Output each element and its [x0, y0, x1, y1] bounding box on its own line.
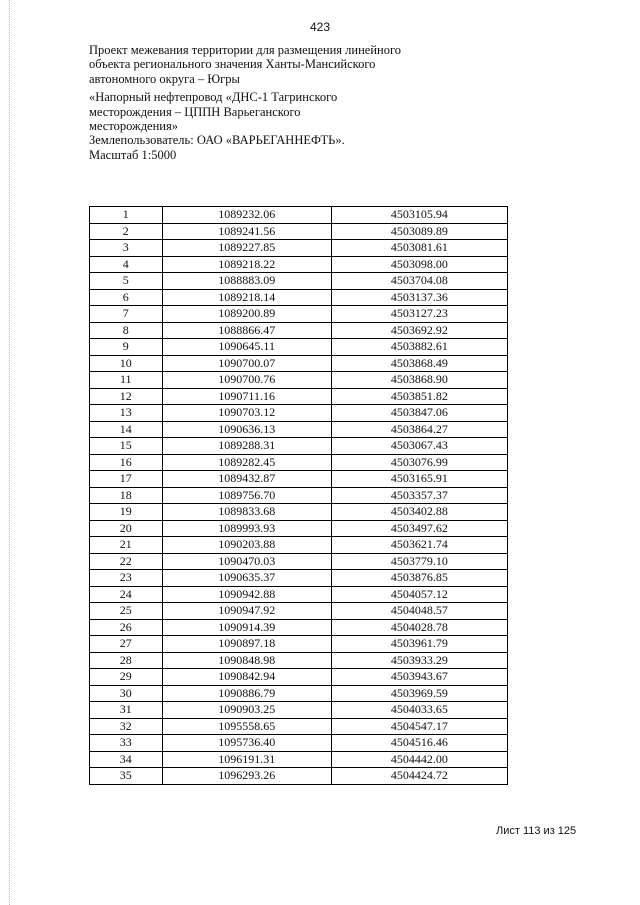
y-coordinate-cell: 4503165.91 — [331, 471, 507, 488]
point-number-cell: 12 — [90, 388, 163, 405]
point-number-cell: 2 — [90, 223, 163, 240]
y-coordinate-cell: 4503868.49 — [331, 355, 507, 372]
x-coordinate-cell: 1089200.89 — [162, 306, 331, 323]
y-coordinate-cell: 4503105.94 — [331, 207, 507, 224]
header-object-line-2: месторождения – ЦППН Варьеганского — [89, 104, 301, 119]
point-number-cell: 1 — [90, 207, 163, 224]
y-coordinate-cell: 4504516.46 — [331, 735, 507, 752]
table-row — [90, 256, 508, 273]
point-number-cell: 3 — [90, 240, 163, 257]
table-row — [90, 355, 508, 372]
y-coordinate-cell: 4503402.88 — [331, 504, 507, 521]
table-row — [90, 603, 508, 620]
y-coordinate-cell: 4503076.99 — [331, 454, 507, 471]
point-number-cell: 35 — [90, 768, 163, 785]
header-object-line-3: месторождения» — [89, 119, 178, 134]
point-number-cell: 31 — [90, 702, 163, 719]
y-coordinate-cell: 4504547.17 — [331, 718, 507, 735]
x-coordinate-cell: 1090914.39 — [162, 619, 331, 636]
point-number-cell: 27 — [90, 636, 163, 653]
x-coordinate-cell: 1090942.88 — [162, 586, 331, 603]
y-coordinate-cell: 4503704.08 — [331, 273, 507, 290]
point-number-cell: 34 — [90, 751, 163, 768]
x-coordinate-cell: 1088883.09 — [162, 273, 331, 290]
point-number-cell: 20 — [90, 520, 163, 537]
table-row — [90, 454, 508, 471]
y-coordinate-cell: 4503961.79 — [331, 636, 507, 653]
table-row — [90, 735, 508, 752]
y-coordinate-cell: 4503497.62 — [331, 520, 507, 537]
point-number-cell: 26 — [90, 619, 163, 636]
point-number-cell: 16 — [90, 454, 163, 471]
page-number: 423 — [309, 20, 331, 34]
x-coordinate-cell: 1090203.88 — [162, 537, 331, 554]
y-coordinate-cell: 4504033.65 — [331, 702, 507, 719]
y-coordinate-cell: 4503933.29 — [331, 652, 507, 669]
point-number-cell: 24 — [90, 586, 163, 603]
x-coordinate-cell: 1090903.25 — [162, 702, 331, 719]
point-number-cell: 6 — [90, 289, 163, 306]
table-row — [90, 306, 508, 323]
point-number-cell: 5 — [90, 273, 163, 290]
y-coordinate-cell: 4503067.43 — [331, 438, 507, 455]
x-coordinate-cell: 1090897.18 — [162, 636, 331, 653]
table-row — [90, 570, 508, 587]
table-row — [90, 636, 508, 653]
x-coordinate-cell: 1089282.45 — [162, 454, 331, 471]
point-number-cell: 18 — [90, 487, 163, 504]
table-row — [90, 619, 508, 636]
y-coordinate-cell: 4504057.12 — [331, 586, 507, 603]
point-number-cell: 21 — [90, 537, 163, 554]
point-number-cell: 10 — [90, 355, 163, 372]
y-coordinate-cell: 4503692.92 — [331, 322, 507, 339]
table-row — [90, 520, 508, 537]
table-row — [90, 438, 508, 455]
x-coordinate-cell: 1090886.79 — [162, 685, 331, 702]
point-number-cell: 22 — [90, 553, 163, 570]
table-row — [90, 504, 508, 521]
point-number-cell: 9 — [90, 339, 163, 356]
y-coordinate-cell: 4503864.27 — [331, 421, 507, 438]
table-row — [90, 702, 508, 719]
point-number-cell: 28 — [90, 652, 163, 669]
y-coordinate-cell: 4504424.72 — [331, 768, 507, 785]
y-coordinate-cell: 4503127.23 — [331, 306, 507, 323]
header-title-line-1: Проект межевания территории для размещения линейного — [89, 43, 402, 57]
x-coordinate-cell: 1089288.31 — [162, 438, 331, 455]
y-coordinate-cell: 4504048.57 — [331, 603, 507, 620]
x-coordinate-cell: 1089232.06 — [162, 207, 331, 224]
x-coordinate-cell: 1088866.47 — [162, 322, 331, 339]
table-row — [90, 586, 508, 603]
point-number-cell: 8 — [90, 322, 163, 339]
y-coordinate-cell: 4503868.90 — [331, 372, 507, 389]
y-coordinate-cell: 4503882.61 — [331, 339, 507, 356]
header-title-line-3: автономного округа – Югры — [89, 71, 240, 86]
x-coordinate-cell: 1089833.68 — [162, 504, 331, 521]
x-coordinate-cell: 1095736.40 — [162, 735, 331, 752]
x-coordinate-cell: 1089227.85 — [162, 240, 331, 257]
coordinates-table — [89, 206, 508, 785]
header-scale: Масштаб 1:5000 — [89, 147, 177, 162]
x-coordinate-cell: 1090842.94 — [162, 669, 331, 686]
y-coordinate-cell: 4503943.67 — [331, 669, 507, 686]
point-number-cell: 14 — [90, 421, 163, 438]
x-coordinate-cell: 1096191.31 — [162, 751, 331, 768]
table-row — [90, 405, 508, 422]
point-number-cell: 7 — [90, 306, 163, 323]
y-coordinate-cell: 4503081.61 — [331, 240, 507, 257]
table-row — [90, 553, 508, 570]
x-coordinate-cell: 1089993.93 — [162, 520, 331, 537]
point-number-cell: 15 — [90, 438, 163, 455]
point-number-cell: 17 — [90, 471, 163, 488]
table-row — [90, 223, 508, 240]
x-coordinate-cell: 1089432.87 — [162, 471, 331, 488]
y-coordinate-cell: 4503779.10 — [331, 553, 507, 570]
point-number-cell: 11 — [90, 372, 163, 389]
table-row — [90, 372, 508, 389]
point-number-cell: 25 — [90, 603, 163, 620]
table-row — [90, 273, 508, 290]
header-land-user: Землепользователь: ОАО «ВАРЬЕГАННЕФТЬ». — [89, 133, 345, 148]
y-coordinate-cell: 4503098.00 — [331, 256, 507, 273]
table-row — [90, 768, 508, 785]
table-row — [90, 289, 508, 306]
table-row — [90, 421, 508, 438]
point-number-cell: 13 — [90, 405, 163, 422]
x-coordinate-cell: 1089241.56 — [162, 223, 331, 240]
x-coordinate-cell: 1090636.13 — [162, 421, 331, 438]
x-coordinate-cell: 1090848.98 — [162, 652, 331, 669]
table-row — [90, 471, 508, 488]
table-row — [90, 669, 508, 686]
x-coordinate-cell: 1090700.76 — [162, 372, 331, 389]
x-coordinate-cell: 1090470.03 — [162, 553, 331, 570]
table-row — [90, 207, 508, 224]
header-object-line-1: «Напорный нефтепровод «ДНС-1 Тагринского — [89, 90, 338, 105]
x-coordinate-cell: 1095558.65 — [162, 718, 331, 735]
table-row — [90, 652, 508, 669]
table-row — [90, 537, 508, 554]
table-row — [90, 487, 508, 504]
left-margin-line — [9, 0, 11, 905]
x-coordinate-cell: 1089756.70 — [162, 487, 331, 504]
x-coordinate-cell: 1090635.37 — [162, 570, 331, 587]
point-number-cell: 23 — [90, 570, 163, 587]
y-coordinate-cell: 4503847.06 — [331, 405, 507, 422]
y-coordinate-cell: 4503621.74 — [331, 537, 507, 554]
x-coordinate-cell: 1090703.12 — [162, 405, 331, 422]
document-header — [89, 43, 409, 162]
y-coordinate-cell: 4503357.37 — [331, 487, 507, 504]
y-coordinate-cell: 4503137.36 — [331, 289, 507, 306]
point-number-cell: 33 — [90, 735, 163, 752]
y-coordinate-cell: 4504028.78 — [331, 619, 507, 636]
point-number-cell: 32 — [90, 718, 163, 735]
y-coordinate-cell: 4503089.89 — [331, 223, 507, 240]
y-coordinate-cell: 4503969.59 — [331, 685, 507, 702]
sheet-footer: Лист 113 из 125 — [496, 825, 577, 837]
y-coordinate-cell: 4504442.00 — [331, 751, 507, 768]
x-coordinate-cell: 1090645.11 — [162, 339, 331, 356]
x-coordinate-cell: 1096293.26 — [162, 768, 331, 785]
x-coordinate-cell: 1089218.14 — [162, 289, 331, 306]
table-row — [90, 751, 508, 768]
x-coordinate-cell: 1090711.16 — [162, 388, 331, 405]
x-coordinate-cell: 1090947.92 — [162, 603, 331, 620]
y-coordinate-cell: 4503876.85 — [331, 570, 507, 587]
point-number-cell: 4 — [90, 256, 163, 273]
table-row — [90, 388, 508, 405]
point-number-cell: 29 — [90, 669, 163, 686]
table-row — [90, 685, 508, 702]
table-row — [90, 339, 508, 356]
x-coordinate-cell: 1090700.07 — [162, 355, 331, 372]
x-coordinate-cell: 1089218.22 — [162, 256, 331, 273]
table-row — [90, 322, 508, 339]
header-title-line-2: объекта регионального значения Ханты-Мансийского — [89, 57, 376, 72]
coordinates-table-body — [90, 207, 508, 785]
y-coordinate-cell: 4503851.82 — [331, 388, 507, 405]
table-row — [90, 718, 508, 735]
point-number-cell: 30 — [90, 685, 163, 702]
point-number-cell: 19 — [90, 504, 163, 521]
table-row — [90, 240, 508, 257]
